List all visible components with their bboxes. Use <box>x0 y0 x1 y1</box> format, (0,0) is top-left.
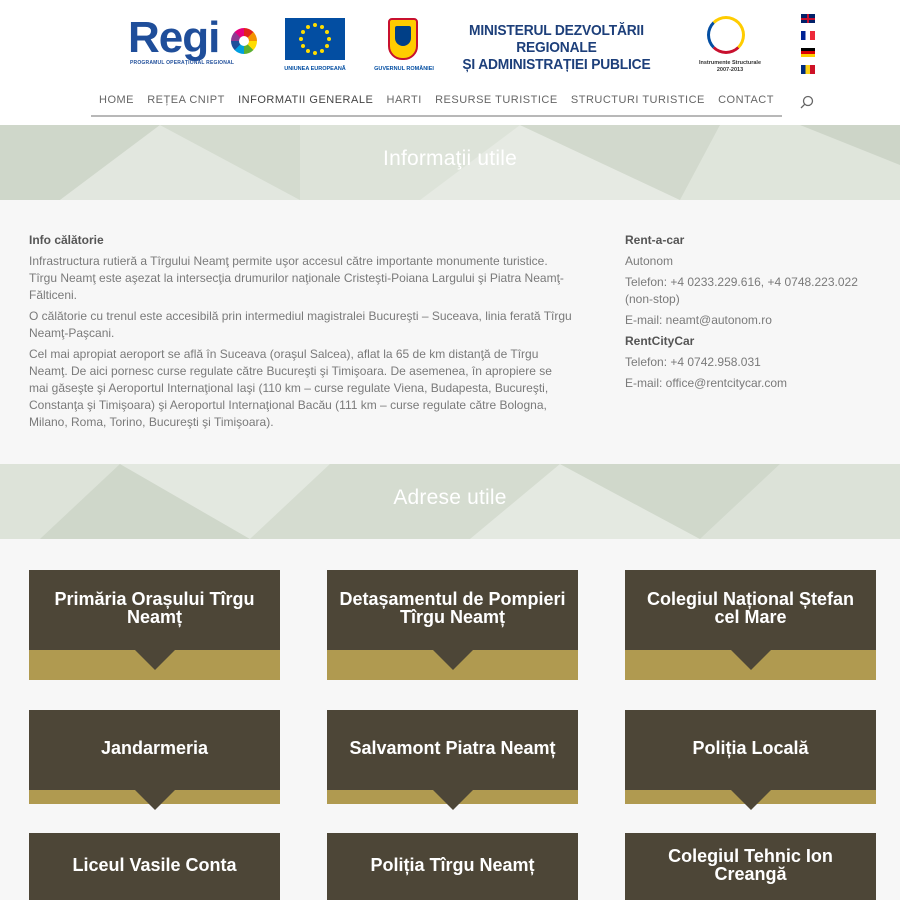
eu-logo-caption: UNIUNEA EUROPEANĂ <box>284 66 346 72</box>
company-phone: Telefon: +4 0742.958.031 <box>625 355 761 369</box>
nav-item-harti[interactable]: HARTI <box>386 93 422 106</box>
nav-item-retea-cnipt[interactable]: REȚEA CNIPT <box>147 93 225 106</box>
rent-a-car-heading: Rent-a-car <box>625 233 685 247</box>
rentcitycar-heading: RentCityCar <box>625 334 695 348</box>
nav-item-contact[interactable]: CONTACT <box>718 93 774 106</box>
nav-item-structuri-turistice[interactable]: STRUCTURI TURISTICE <box>570 93 705 106</box>
nav-item-home[interactable]: HOME <box>99 93 134 106</box>
address-card[interactable] <box>625 710 876 804</box>
ministry-line-2: ȘI ADMINISTRAȚIEI PUBLICE <box>462 56 651 73</box>
address-card-title: Colegiul Național Ștefan cel Mare <box>646 589 855 627</box>
address-card[interactable] <box>29 833 280 900</box>
structural-instruments-caption: Instrumente Structurale 2007-2013 <box>698 60 762 73</box>
address-card[interactable] <box>327 833 578 900</box>
partner-logos <box>128 12 768 80</box>
address-card[interactable] <box>29 710 280 804</box>
address-card[interactable] <box>327 710 578 804</box>
structural-instruments-icon <box>707 16 745 54</box>
address-card-title: Poliția Tîrgu Neamț <box>370 854 535 875</box>
rent-a-car-info <box>625 232 875 396</box>
company-name: Autonom <box>625 254 674 268</box>
company-email[interactable]: E-mail: neamt@autonom.ro <box>625 313 772 327</box>
government-logo-caption: GUVERNUL ROMÂNIEI <box>374 66 434 72</box>
language-switcher <box>801 14 815 82</box>
address-card-title: Primăria Orașului Tîrgu Neamț <box>54 589 255 627</box>
travel-info-heading: Info călătorie <box>29 233 104 247</box>
regio-logo-word: Regi <box>128 13 220 62</box>
site-header <box>0 0 900 125</box>
search-icon[interactable] <box>800 95 814 109</box>
ministry-logo[interactable] <box>458 22 655 73</box>
address-card-title: Colegiul Tehnic Ion Creangă <box>668 845 833 884</box>
regio-logo[interactable] <box>128 13 258 72</box>
english-flag-icon[interactable] <box>801 14 815 23</box>
eu-logo[interactable] <box>285 18 345 80</box>
ministry-line-1: MINISTERUL DEZVOLTĂRII REGIONALE <box>469 22 644 56</box>
info-section <box>0 200 900 464</box>
address-card[interactable] <box>327 570 578 680</box>
nav-item-resurse-turistice[interactable]: RESURSE TURISTICE <box>435 93 558 106</box>
regio-logo-subtitle: PROGRAMUL OPERAȚIONAL REGIONAL <box>130 60 235 66</box>
addresses-banner <box>0 464 900 539</box>
german-flag-icon[interactable] <box>801 48 815 57</box>
address-cards <box>0 539 900 900</box>
address-card-title: Detașamentul de Pompieri Tîrgu Neamț <box>339 589 566 627</box>
regio-wheel-icon <box>231 28 257 54</box>
travel-info-paragraph: O călătorie cu trenul este accesibilă prin intermediul magistralei Bucureşti – Suceava, linia ferată Tîrgu Neamţ-Paşcani. <box>29 309 572 340</box>
address-card[interactable] <box>625 833 876 900</box>
french-flag-icon[interactable] <box>801 31 815 40</box>
company-phone: Telefon: +4 0233.229.616, +4 0748.223.022 (non-stop) <box>625 275 858 306</box>
info-banner <box>0 125 900 200</box>
travel-info-paragraph: Infrastructura rutieră a Tîrgului Neamţ permite uşor accesul către importante monumente turistice. Tîrgu Neamţ este aşezat la intersecţia drumurilor naţionale Cristeşti-Poiana Largului şi Piatra Neamţ-Fălticeni. <box>29 254 564 302</box>
structural-instruments-logo[interactable] <box>693 16 767 82</box>
nav-item-informatii-generale[interactable]: INFORMATII GENERALE <box>238 93 374 106</box>
government-logo[interactable] <box>374 18 434 80</box>
main-nav <box>91 90 782 117</box>
travel-info-paragraph: Cel mai apropiat aeroport se află în Suceava (oraşul Salcea), aflat la 65 de km distanţă de Tîrgu Neamţ. De aici pornesc curse regulate către Bucureşti şi Timişoara. De asemenea, în apropiere se mai găseşte şi Aeroportul Internaţional Iaşi (110 km – curse regulate Viena, Budapesta, Bucureşti, Constanţa şi Timişoara) şi Aeroportul Internaţional Bacău (111 km – curse regulate către Bologna, Milano, Roma, Torino, Bucureşti şi Timişoara). <box>29 347 552 429</box>
romanian-flag-icon[interactable] <box>801 65 815 74</box>
address-card-title: Poliția Locală <box>692 738 809 758</box>
address-card-title: Liceul Vasile Conta <box>72 854 237 875</box>
address-card-title: Salvamont Piatra Neamț <box>349 738 556 758</box>
eu-flag-icon <box>285 18 345 60</box>
company-email[interactable]: E-mail: office@rentcitycar.com <box>625 376 788 390</box>
address-card[interactable] <box>625 570 876 680</box>
address-card-title: Jandarmeria <box>100 738 209 758</box>
travel-info <box>29 232 574 435</box>
addresses-banner-title: Adrese utile <box>393 486 507 509</box>
address-card[interactable] <box>29 570 280 680</box>
info-banner-title: Informaţii utile <box>383 147 517 170</box>
coat-of-arms-icon <box>388 18 418 60</box>
